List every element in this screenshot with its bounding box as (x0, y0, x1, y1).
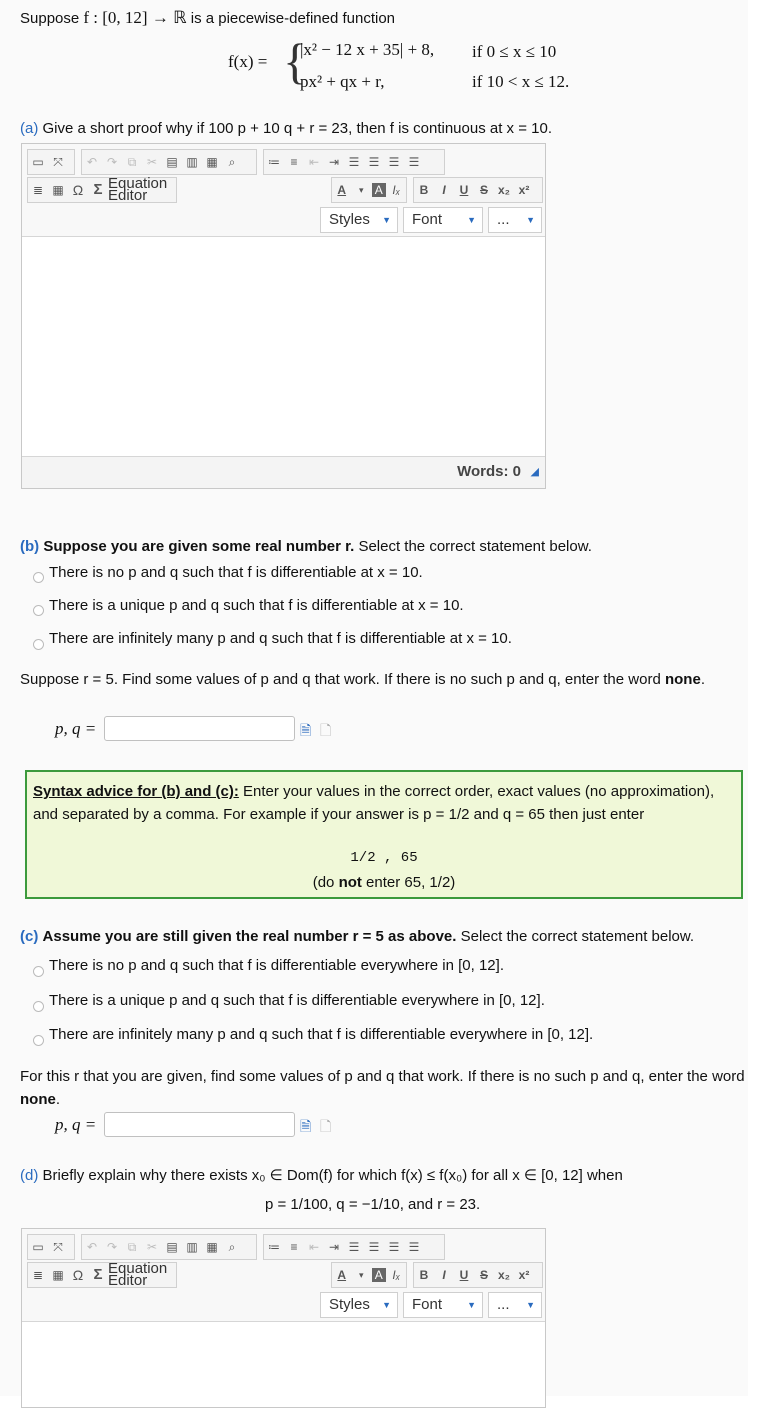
text-color-arrow-icon[interactable]: ▾ (358, 185, 364, 195)
piecewise-brace: { (283, 33, 307, 89)
part-c-followup-pre: word (712, 1068, 745, 1085)
underline-button[interactable]: U (459, 183, 469, 197)
editor-d-content-area[interactable] (22, 1322, 545, 1402)
part-c-option-2-radio[interactable] (33, 1001, 44, 1012)
font-label: Font (412, 211, 443, 228)
justify-icon[interactable]: ☰ (408, 1240, 420, 1254)
chevron-down-icon: ▼ (467, 1300, 476, 1310)
strike-button[interactable]: S (479, 1268, 488, 1282)
chevron-down-icon: ▼ (382, 215, 391, 225)
syntax-advice-title: Syntax advice for (b) and (c): (33, 783, 239, 800)
word-count: Words: 0 (457, 463, 521, 480)
case2-expression: px² + qx + r, (300, 72, 385, 91)
part-c-pq-label: p, q = (55, 1115, 97, 1134)
part-c-prompt (20, 928, 694, 945)
align-left-icon[interactable]: ☰ (348, 1240, 360, 1254)
bold-button[interactable]: B (419, 183, 429, 197)
syntax-note-pre: (do (312, 874, 339, 891)
editor-d-toolbar-group-paragraph (263, 1234, 445, 1260)
case1-expression: |x² − 12 x + 35| + 8, (300, 40, 435, 59)
styles-label: Styles (329, 211, 370, 228)
resize-handle-icon[interactable]: ◢ (530, 466, 539, 478)
part-c-option-3-radio[interactable] (33, 1035, 44, 1046)
text-color-arrow-icon[interactable]: ▾ (358, 1270, 364, 1280)
syntax-line-1: Enter your values in the correct order, exact values (no (243, 783, 607, 800)
equation-preview-icon[interactable]: 🗎 (300, 722, 312, 738)
syntax-advice-box (25, 770, 743, 899)
special-char-icon[interactable]: Ω (72, 182, 84, 198)
font-label: Font (412, 1296, 443, 1313)
part-b-option-1: There is no p and q such that f is differentiable at x = 10. (49, 564, 423, 581)
part-a-prompt (20, 120, 552, 137)
part-c-option-1: There is no p and q such that f is differentiable everywhere in [0, 12]. (49, 957, 504, 974)
editor-a-toolbar-group-paragraph (263, 149, 445, 175)
syntax-note-bold: not (338, 874, 362, 891)
part-b-option-3: There are infinitely many p and q such that f is differentiable at x = 10. (49, 630, 512, 647)
paste-text-icon[interactable]: ▥ (186, 1240, 198, 1254)
styles-label: Styles (329, 1296, 370, 1313)
part-d-prompt (20, 1166, 740, 1184)
part-b-option-2: There is a unique p and q such that f is differentiable at x = 10. (49, 597, 464, 614)
superscript-button[interactable]: x² (518, 1268, 530, 1282)
equation-label: Equation (108, 1260, 168, 1277)
special-char-icon[interactable]: Ω (72, 1267, 84, 1283)
fx-label: f(x) = (228, 52, 268, 71)
indent-icon[interactable]: ⇥ (328, 1240, 340, 1254)
text-color-icon[interactable]: A (337, 183, 347, 197)
subscript-button[interactable]: x₂ (497, 1268, 510, 1282)
part-d-condition: p = 1/100, q = −1/10, and r = 23. (265, 1196, 481, 1213)
remove-format-icon[interactable]: Iₓ (392, 183, 401, 197)
part-b-label: (b) (20, 538, 40, 555)
part-c-none-word: none (20, 1091, 56, 1108)
justify-icon[interactable]: ☰ (408, 155, 420, 169)
part-c-option-2: There is a unique p and q such that f is differentiable everywhere in [0, 12]. (49, 992, 545, 1009)
editor-a-footer (22, 456, 545, 488)
numbered-list-icon[interactable]: ≔ (268, 1240, 280, 1254)
equation-label: Equation (108, 175, 168, 192)
bold-button[interactable]: B (419, 1268, 429, 1282)
strike-button[interactable]: S (479, 183, 488, 197)
intro-text: Suppose (20, 10, 80, 27)
editor-d-toolbar-group-basic (413, 1262, 543, 1288)
part-a-text: Give a short proof why if 100 p + 10 q + r = 23, then f is continuous at x = 10. (42, 120, 552, 137)
table-icon[interactable]: ▦ (52, 183, 64, 197)
equation-sub-label: Editor (108, 187, 148, 204)
cut-icon[interactable]: ✂ (146, 1240, 158, 1254)
chevron-down-icon: ▼ (382, 1300, 391, 1310)
syntax-note (27, 874, 741, 891)
intro-suffix: is a piecewise-defined function (190, 10, 396, 27)
part-d-label: (d) (20, 1167, 39, 1184)
bulleted-list-icon[interactable]: ≡ (290, 155, 298, 169)
editor-d-toolbar-group-doc (27, 1234, 75, 1260)
bg-color-icon[interactable]: A (372, 183, 386, 197)
rich-text-editor-d (21, 1228, 546, 1408)
equation-editor-button[interactable] (108, 175, 168, 204)
syntax-example: 1/2 , 65 (350, 850, 418, 866)
superscript-button[interactable]: x² (518, 183, 530, 197)
remove-format-icon[interactable]: Iₓ (392, 1268, 401, 1282)
editor-d-toolbar (22, 1229, 545, 1322)
equation-icon[interactable]: Σ (93, 1266, 103, 1283)
paste-word-icon[interactable]: ▦ (206, 155, 218, 169)
table-icon[interactable]: ▦ (52, 1268, 64, 1282)
bg-color-icon[interactable]: A (372, 1268, 386, 1282)
part-b-bold-text: Suppose you are given some real number r. (43, 538, 355, 555)
undo-icon[interactable]: ↶ (86, 1240, 98, 1254)
part-c-label: (c) (20, 928, 39, 945)
styles-dropdown[interactable] (320, 207, 398, 233)
editor-a-toolbar (22, 144, 545, 237)
part-a-label: (a) (20, 120, 39, 137)
editor-a-content-area[interactable] (22, 237, 545, 457)
find-icon[interactable]: ⌕ (228, 155, 236, 169)
size-dropdown[interactable] (488, 1292, 542, 1318)
part-c-bold-text: Assume you are still given the real number r = 5 as above. (42, 928, 457, 945)
paste-icon[interactable]: ▤ (166, 155, 178, 169)
chevron-down-icon: ▼ (526, 1300, 535, 1310)
part-b-option-3-radio[interactable] (33, 639, 44, 650)
answer-help-icon[interactable]: 🗋 (320, 722, 332, 738)
equation-editor-button[interactable] (108, 1260, 168, 1289)
source-icon[interactable]: ▭ (32, 155, 44, 169)
part-c-option-3: There are infinitely many p and q such that f is differentiable everywhere in [0, 12]. (49, 1026, 594, 1043)
equation-preview-icon[interactable]: 🗎 (300, 1118, 312, 1134)
horizontal-rule-icon[interactable]: ≣ (32, 1268, 44, 1282)
align-center-icon[interactable]: ☰ (368, 1240, 380, 1254)
part-b-none-word: none (664, 671, 701, 688)
align-center-icon[interactable]: ☰ (368, 155, 380, 169)
part-b-option-2-radio[interactable] (33, 605, 44, 616)
function-signature: f : [0, 12] → ℝ (83, 8, 187, 27)
size-label: ... (497, 1296, 510, 1313)
paste-text-icon[interactable]: ▥ (186, 155, 198, 169)
font-dropdown[interactable] (403, 1292, 483, 1318)
part-c-answer-input[interactable] (104, 1112, 295, 1137)
part-c-followup-end: . (55, 1091, 61, 1108)
part-c-text: Select the correct statement below. (460, 928, 695, 945)
indent-icon[interactable]: ⇥ (328, 155, 340, 169)
cut-icon[interactable]: ✂ (146, 155, 158, 169)
text-color-icon[interactable]: A (337, 1268, 347, 1282)
numbered-list-icon[interactable]: ≔ (268, 155, 280, 169)
italic-button[interactable]: I (442, 183, 446, 197)
editor-d-toolbar-group-insert (27, 1262, 177, 1288)
editor-a-toolbar-group-colors (331, 177, 407, 203)
align-right-icon[interactable]: ☰ (388, 1240, 400, 1254)
font-dropdown[interactable] (403, 207, 483, 233)
chevron-down-icon: ▼ (467, 215, 476, 225)
editor-a-toolbar-group-basic (413, 177, 543, 203)
part-b-option-1-radio[interactable] (33, 572, 44, 583)
part-d-text: Briefly explain why there exists x₀ ∈ Dom(f) for which f(x) ≤ f(x₀) for all x ∈ [0, 12] when (42, 1167, 623, 1184)
outdent-icon[interactable]: ⇤ (308, 155, 320, 169)
chevron-down-icon: ▼ (526, 215, 535, 225)
part-b-pq-label: p, q = (55, 719, 97, 738)
part-c-followup-text: For this r that you are given, find some values of p and q that work. If there is no such p and q, enter the (20, 1068, 708, 1085)
align-right-icon[interactable]: ☰ (388, 155, 400, 169)
maximize-icon[interactable]: ⤧ (53, 1240, 63, 1254)
syntax-advice-text (33, 780, 739, 826)
equation-sub-label: Editor (108, 1272, 148, 1289)
paste-icon[interactable]: ▤ (166, 1240, 178, 1254)
redo-icon[interactable]: ↷ (106, 1240, 118, 1254)
outdent-icon[interactable]: ⇤ (308, 1240, 320, 1254)
copy-icon[interactable]: ⧉ (127, 155, 137, 169)
editor-d-toolbar-group-clipboard (81, 1234, 257, 1260)
paste-word-icon[interactable]: ▦ (206, 1240, 218, 1254)
align-left-icon[interactable]: ☰ (348, 155, 360, 169)
part-b-prompt (20, 538, 592, 555)
case2-condition: if 10 < x ≤ 12. (472, 72, 570, 91)
syntax-line-2: approximation), and separated by a comma. For example if your answer is p = 1/2 and q = 65 then (33, 783, 715, 823)
syntax-line-3: just enter (582, 806, 645, 823)
editor-a-toolbar-group-clipboard (81, 149, 257, 175)
case1-condition: if 0 ≤ x ≤ 10 (472, 42, 557, 61)
answer-help-icon[interactable]: 🗋 (320, 1118, 332, 1134)
part-b-followup (20, 668, 740, 692)
intro-line (20, 8, 395, 28)
equation-icon[interactable]: Σ (93, 181, 103, 198)
find-icon[interactable]: ⌕ (228, 1240, 236, 1254)
horizontal-rule-icon[interactable]: ≣ (32, 183, 44, 197)
maximize-icon[interactable]: ⤧ (53, 155, 63, 169)
editor-a-toolbar-group-doc (27, 149, 75, 175)
editor-a-toolbar-group-insert (27, 177, 177, 203)
part-c-followup (20, 1065, 750, 1111)
part-b-text: Select the correct statement below. (358, 538, 592, 555)
size-label: ... (497, 211, 510, 228)
copy-icon[interactable]: ⧉ (127, 1240, 137, 1254)
source-icon[interactable]: ▭ (32, 1240, 44, 1254)
syntax-note-post: enter 65, 1/2) (361, 874, 456, 891)
subscript-button[interactable]: x₂ (497, 183, 510, 197)
undo-icon[interactable]: ↶ (86, 155, 98, 169)
part-c-option-1-radio[interactable] (33, 966, 44, 977)
part-b-followup-text: Suppose r = 5. Find some values of p and q that work. If there is no such p and q, enter the word (20, 671, 661, 688)
editor-d-toolbar-group-colors (331, 1262, 407, 1288)
size-dropdown[interactable] (488, 207, 542, 233)
underline-button[interactable]: U (459, 1268, 469, 1282)
part-b-answer-input[interactable] (104, 716, 295, 741)
redo-icon[interactable]: ↷ (106, 155, 118, 169)
rich-text-editor-a (21, 143, 546, 489)
part-b-followup-end: . (700, 671, 705, 688)
bulleted-list-icon[interactable]: ≡ (290, 1240, 298, 1254)
italic-button[interactable]: I (442, 1268, 446, 1282)
styles-dropdown[interactable] (320, 1292, 398, 1318)
